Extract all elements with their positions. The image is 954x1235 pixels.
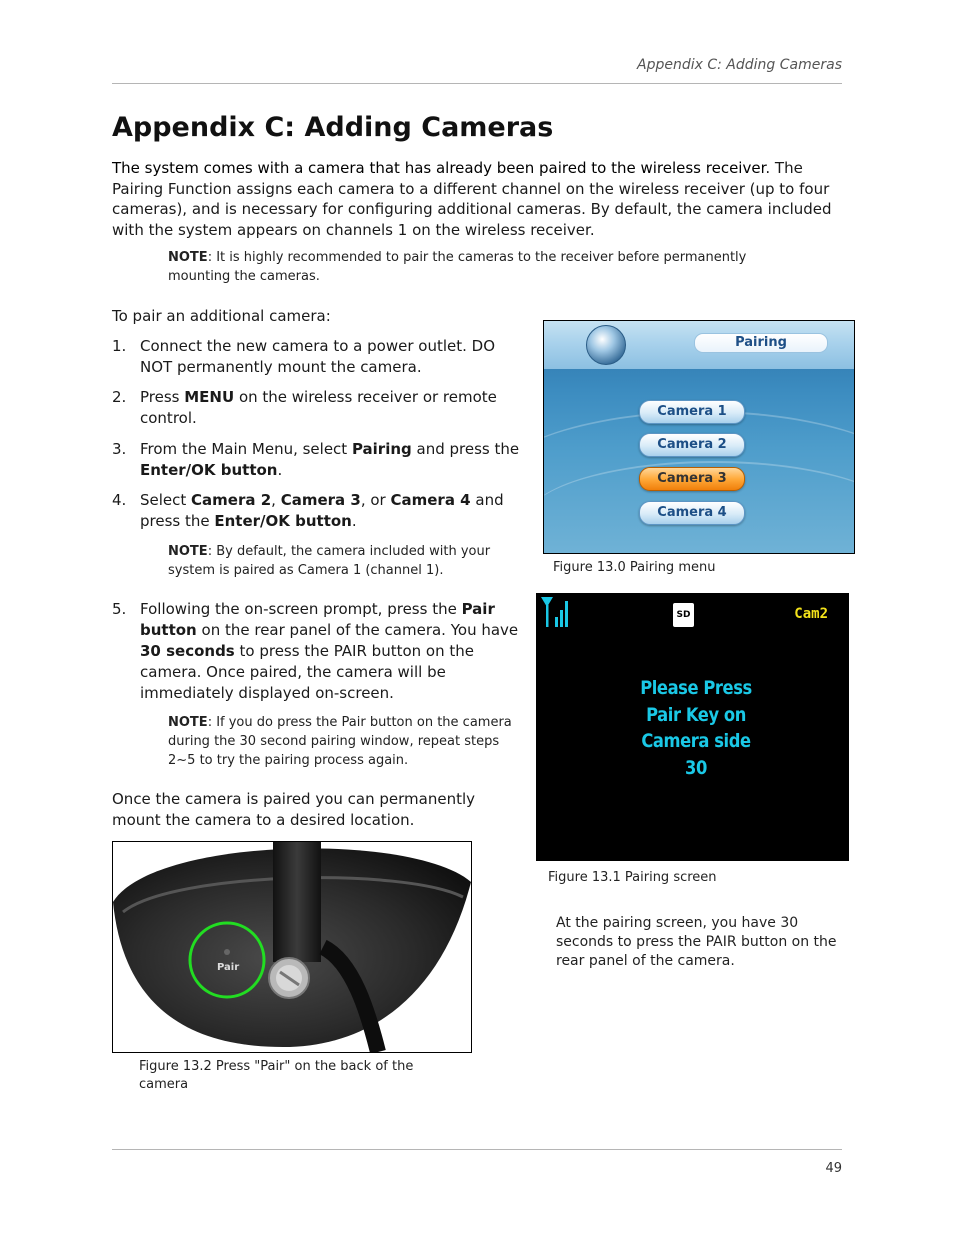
step-number: 3. (112, 440, 127, 458)
step-text: Select Camera 2, Camera 3, or Camera 4 and press the Enter/OK button. (140, 491, 504, 530)
prompt-line: Please Press (640, 677, 752, 699)
camera-2-button[interactable]: Camera 2 (639, 433, 745, 457)
prompt-line: Camera side (641, 730, 751, 752)
step-number: 5. (112, 600, 127, 618)
highlight-circle (187, 921, 267, 1001)
note-label: NOTE (168, 544, 208, 559)
page-number: 49 (825, 1161, 842, 1176)
step-text: Press MENU on the wireless receiver or remote control. (140, 388, 497, 427)
camera-4-button[interactable]: Camera 4 (639, 501, 745, 525)
step-text: Following the on-screen prompt, press the Pair button on the rear panel of the camera. You have 30 seconds to press the PAIR button on the camera. Once paired, the camera will be immediately displayed on-screen. (140, 600, 519, 702)
note-default-camera (168, 542, 518, 580)
step-1 (112, 336, 522, 378)
note-text: : By default, the camera included with your system is paired as Camera 1 (channel 1). (168, 544, 491, 578)
intro-lead: The system comes with a camera that has already been paired to the wireless receiver (112, 159, 766, 177)
step-4 (112, 490, 522, 532)
closing-paragraph: Once the camera is paired you can permanently mount the camera to a desired location. (112, 790, 476, 829)
figure-pairing-screen (536, 593, 849, 861)
header-rule (112, 83, 842, 84)
note-label: NOTE (168, 250, 208, 265)
step-3 (112, 439, 522, 481)
step-number: 2. (112, 388, 127, 406)
note-text: : It is highly recommended to pair the cameras to the receiver before permanently mounting the cameras. (168, 250, 747, 284)
globe-icon (586, 325, 626, 365)
intro-paragraph (112, 158, 847, 240)
prompt-line: Pair Key on (646, 703, 746, 726)
step-text: Connect the new camera to a power outlet. DO NOT permanently mount the camera. (140, 337, 496, 376)
footer-rule (112, 1149, 842, 1150)
pair-label: Pair (217, 962, 240, 973)
camera-3-button[interactable]: Camera 3 (639, 467, 745, 491)
caption-camera-photo: Figure 13.2 Press "Pair" on the back of the camera (139, 1059, 414, 1092)
channel-label: Cam2 (794, 606, 828, 622)
camera-back-photo (113, 842, 471, 1052)
to-pair-heading: To pair an additional camera: (112, 307, 331, 325)
note-recommend (168, 248, 808, 286)
pair-prompt (610, 675, 782, 781)
figure-camera-photo (112, 841, 472, 1053)
step-number: 1. (112, 337, 127, 355)
intro-text: . The Pairing Function assigns each camera to a different channel on the wireless receiver (up to four cameras), and is necessary for configuring additional cameras. By default, the camera included with the system appears on channels 1 on the wireless receiver. (112, 159, 832, 239)
camera-1-button[interactable]: Camera 1 (639, 400, 745, 424)
note-label: NOTE (168, 715, 208, 730)
step-5 (112, 599, 522, 705)
running-header: Appendix C: Adding Cameras (637, 57, 842, 73)
signal-strength-icon (539, 595, 569, 629)
step-text: From the Main Menu, select Pairing and press the Enter/OK button. (140, 440, 520, 479)
figure-pairing-menu (543, 320, 855, 554)
caption-pairing-screen: Figure 13.1 Pairing screen (548, 870, 717, 885)
page-title: Appendix C: Adding Cameras (112, 112, 554, 143)
menu-title: Pairing (694, 333, 828, 353)
step-2 (112, 387, 522, 429)
note-text: : If you do press the Pair button on the camera during the 30 second pairing window, repeat steps 2~5 to try the pairing process again. (168, 715, 512, 768)
countdown: 30 (685, 756, 707, 779)
caption-pairing-menu: Figure 13.0 Pairing menu (553, 560, 716, 575)
sd-card-icon: SD (673, 603, 694, 627)
step-number: 4. (112, 491, 127, 509)
note-retry (168, 713, 518, 770)
side-note: At the pairing screen, you have 30 seconds to press the PAIR button on the rear panel of the camera. (556, 915, 837, 969)
